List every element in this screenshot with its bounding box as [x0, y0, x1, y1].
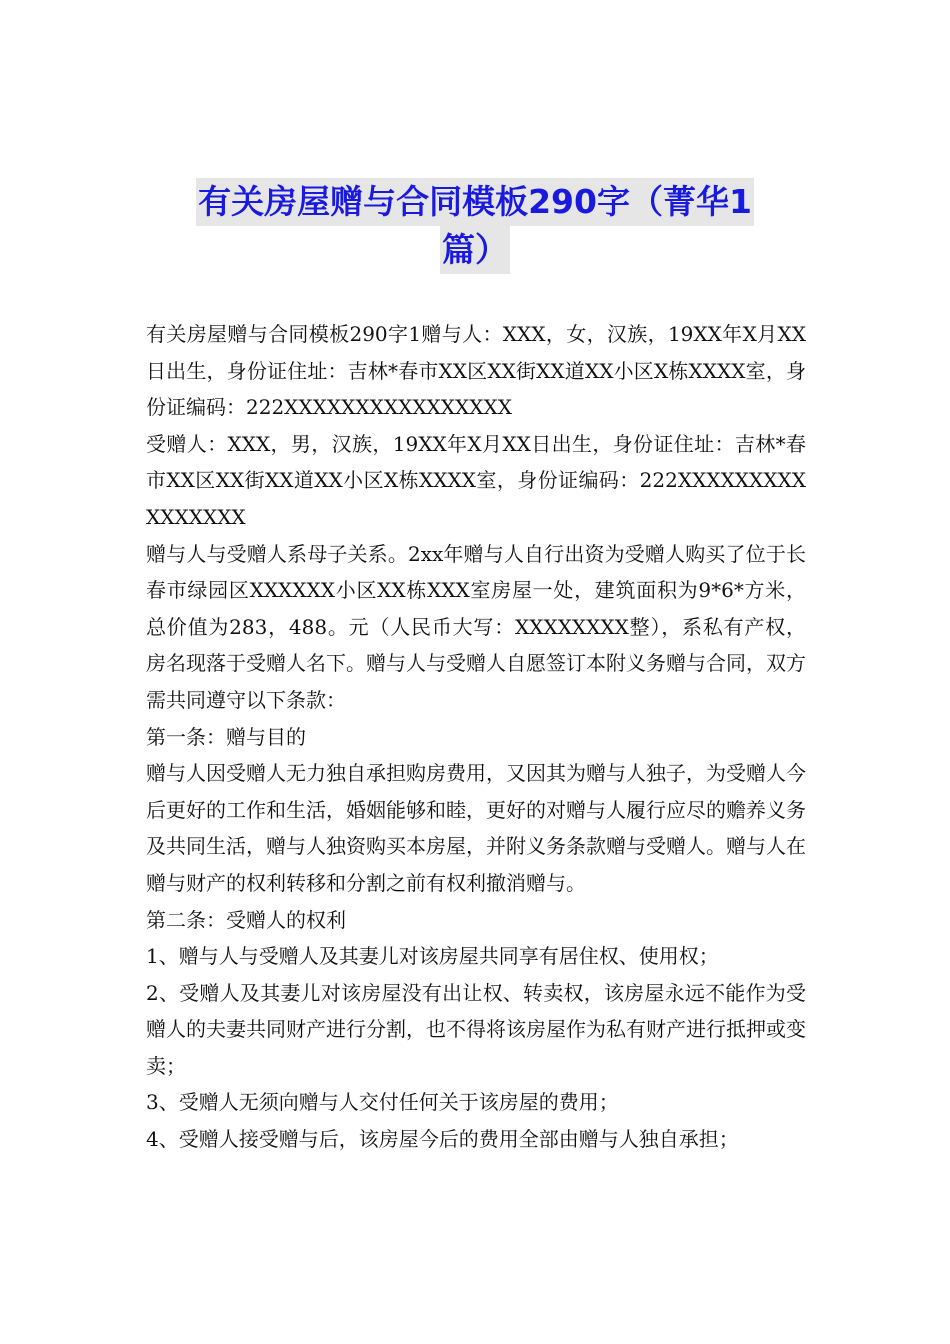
heading-article-1: 第一条：赠与目的 — [146, 724, 306, 749]
list-item-2: 2、受赠人及其妻儿对该房屋没有出让权、转卖权，该房屋永远不能作为受赠人的夫妻共同财产进行分割，也不得将该房屋作为私有财产进行抵押或变卖； — [146, 980, 806, 1078]
list-item-3: 3、受赠人无须向赠与人交付任何关于该房屋的费用； — [146, 1090, 619, 1115]
paragraph-donor-info: 有关房屋赠与合同模板290字1赠与人：XXX，女，汉族，19XX年X月XX日出生，身份证住址：吉林*春市XX区XX街XX道XX小区X栋XXXX室，身份证编码：222XXXXXXXXXXXXXXXX — [146, 322, 806, 420]
heading-article-2: 第二条：受赠人的权利 — [146, 907, 346, 932]
document-title — [120, 178, 830, 274]
paragraph-relationship: 赠与人与受赠人系母子关系。2xx年赠与人自行出资为受赠人购买了位于长春市绿园区XXXXXX小区XX栋XXX室房屋一处，建筑面积为9*6*方米，总价值为283，488。元（人民币大写：XXXXXXXX整），系私有产权，房名现落于受赠人名下。赠与人与受赠人自愿签订本附义务赠与合同，双方需共同遵守以下条款： — [146, 541, 806, 712]
title-line-2: 篇） — [440, 226, 510, 274]
title-line-1: 有关房屋赠与合同模板290字（菁华1 — [196, 178, 754, 226]
list-item-1: 1、赠与人与受赠人及其妻儿对该房屋共同享有居住权、使用权； — [146, 944, 719, 969]
paragraph-donee-info: 受赠人：XXX，男，汉族，19XX年X月XX日出生，身份证住址：吉林*春市XX区XX街XX道XX小区X栋XXXX室，身份证编码：222XXXXXXXXXXXXXXXX — [146, 431, 806, 529]
list-item-4: 4、受赠人接受赠与后，该房屋今后的费用全部由赠与人独自承担； — [146, 1127, 739, 1152]
paragraph-article-1: 赠与人因受赠人无力独自承担购房费用，又因其为赠与人独子，为受赠人今后更好的工作和生活，婚姻能够和睦，更好的对赠与人履行应尽的赡养义务及共同生活，赠与人独资购买本房屋，并附义务条款赠与受赠人。赠与人在赠与财产的权利转移和分割之前有权利撤消赠与。 — [146, 761, 806, 895]
document-body — [146, 316, 806, 1158]
